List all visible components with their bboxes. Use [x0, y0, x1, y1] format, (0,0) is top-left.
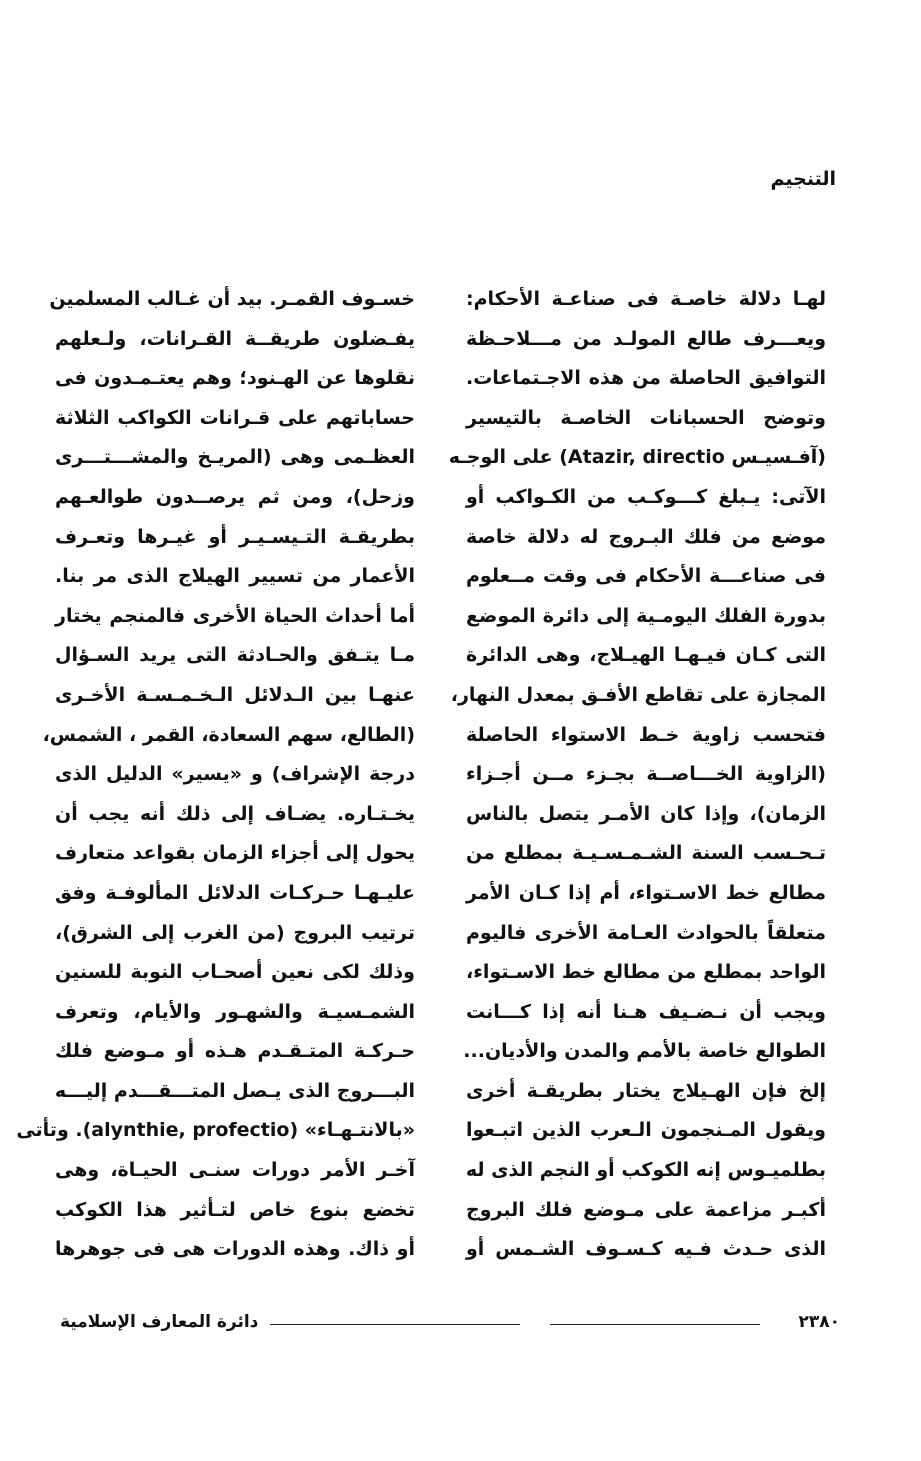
text-line: الآتى: يـبلغ كـــوكـب من الكـواكب أو — [466, 485, 826, 508]
text-line: فى صناعـــة الأحكام فى وقت مــعلوم — [466, 565, 826, 588]
text-line: ويعـــرف طالع المولـد من مـــلاحـظة — [466, 327, 826, 350]
text-line: تـحـسب السنة الشـمـسـيـة بمطلع من — [466, 842, 826, 865]
text-line: التى كـان فيـهـا الهيـلاج، وهى الدائرة — [466, 644, 826, 667]
text-line: عليـهـا حـركـات الدلائل المألوفـة وفق — [55, 881, 415, 904]
text-line: موضع من فلك البـروج له دلالة خاصة — [466, 525, 826, 548]
text-line: يفـضلون طريقــة القـرانات، ولـعلهم — [55, 327, 415, 350]
text-line: متعلقاً بالحوادث العـامة الأخرى فاليوم — [466, 921, 826, 944]
text-line: الذى حـدث فـيه كـسـوف الشـمس أو — [466, 1238, 826, 1261]
text-line: لهـا دلالة خاصـة فى صناعـة الأحكام: — [466, 288, 826, 310]
page-footer — [60, 1312, 840, 1336]
text-line: نقلوها عن الهـنود؛ وهم يعتـمـدون فى — [55, 367, 415, 390]
text-line: يخـتـاره. يضـاف إلى ذلك أنه يجب أن — [55, 802, 415, 825]
text-line: (الطالع، سهم السعادة، القمر ، الشمس، — [42, 723, 415, 746]
text-line: وتوضح الحسبانات الخاصـة بالتيسير — [466, 406, 826, 429]
footer-divider — [270, 1324, 520, 1325]
text-line: الزمان)، وإذا كان الأمـر يتصل بالناس — [466, 802, 826, 825]
text-line: الواحد بمطلع من مطالع خط الاسـتواء، — [466, 961, 826, 984]
text-line: بطريقـة التـيسـيـر أو غيـرها وتعـرف — [55, 525, 415, 548]
text-line: المجازة على تقاطع الأفـق بمعدل النهار، — [450, 683, 826, 706]
text-line: ويقول المـنجمون الـعرب الذين اتبـعوا — [466, 1119, 826, 1142]
text-line: الشمـسيـة والشهـور والأيام، وتعرف — [55, 1000, 415, 1023]
text-line: البـــروج الذى يـصل المتـــقـــدم إليـــه — [54, 1079, 415, 1102]
text-line: بطلميـوس إنه الكوكب أو النجم الذى له — [465, 1159, 826, 1182]
text-line: أو ذاك. وهذه الدورات هى فى جوهرها — [55, 1238, 415, 1261]
text-line: يحول إلى أجزاء الزمان بقواعد متعارف — [55, 842, 415, 865]
text-line: أكبـر مزاعمة على مـوضع فلك البروج — [466, 1198, 826, 1221]
text-line: مطالع خط الاسـتواء، أم إذا كـان الأمر — [466, 881, 826, 904]
text-line: (آفـسيـس Atazir, directio) على الوجـه — [448, 446, 826, 469]
text-line: مـا يتـفق والحـادثة التى يريد السـؤال — [55, 644, 415, 667]
text-line: «بالانتـهـاء» (alynthie, profectio). وتأتى — [16, 1119, 415, 1142]
publication-title: دائرة المعارف الإسلامية — [60, 1312, 259, 1332]
right-text-column — [448, 280, 826, 1270]
text-line: تخضع بنوع خاص لتـأثير هذا الكوكب — [55, 1198, 415, 1221]
left-text-column — [16, 280, 415, 1270]
text-line: العظـمى وهى (المريـخ والمشـــتـــرى — [55, 446, 415, 469]
page-number: ٢٣٨٠ — [798, 1312, 840, 1332]
text-line: عنهـا بين الـدلائل الـخـمـسـة الأخـرى — [55, 683, 415, 706]
text-line: أما أحداث الحياة الأخرى فالمنجم يختار — [55, 604, 415, 627]
text-line: الطوالع خاصة بالأمم والمدن والأديان... — [463, 1040, 826, 1063]
text-line: بدورة الفلك اليومـية إلى دائرة الموضع — [466, 604, 826, 627]
text-line: آخـر الأمر دورات سنـى الحيـاة، وهى — [55, 1159, 415, 1182]
text-line: وزحل)، ومن ثم يرصــدون طوالعـهم — [55, 485, 415, 508]
text-line: ترتيب البروج (من الغرب إلى الشرق)، — [55, 921, 415, 944]
text-line: وذلك لكى نعين أصحـاب النوبة للسنين — [55, 961, 415, 984]
text-line: فتحسب زاوية خـط الاستواء الحاصلة — [466, 723, 826, 746]
text-line: حـركـة المتـقـدم هـذه أو مـوضع فلك — [55, 1040, 415, 1063]
text-line: الأعمار من تسيير الهيلاج الذى مر بنا. — [55, 565, 415, 588]
text-line: إلخ فإن الهـيلاج يختار بطريقـة أخرى — [466, 1079, 826, 1102]
text-line: خسـوف القمـر. بيد أن غـالب المسلمين — [49, 288, 415, 310]
text-line: التوافيق الحاصلة من هذه الاجـتماعات. — [466, 367, 826, 390]
page-header-title: التنجيم — [770, 168, 836, 190]
text-line: (الزاوية الخـــاصــة بجـزء مــن أجـزاء — [466, 763, 826, 786]
text-line: ويجب أن نـضـيف هـنا أنه إذا كـــانت — [466, 1000, 826, 1023]
text-line: حساباتهم على قـرانات الكواكب الثلاثة — [55, 406, 415, 429]
text-line: درجة الإشراف) و «يسير» الدليل الذى — [55, 763, 415, 786]
footer-divider — [550, 1324, 760, 1325]
